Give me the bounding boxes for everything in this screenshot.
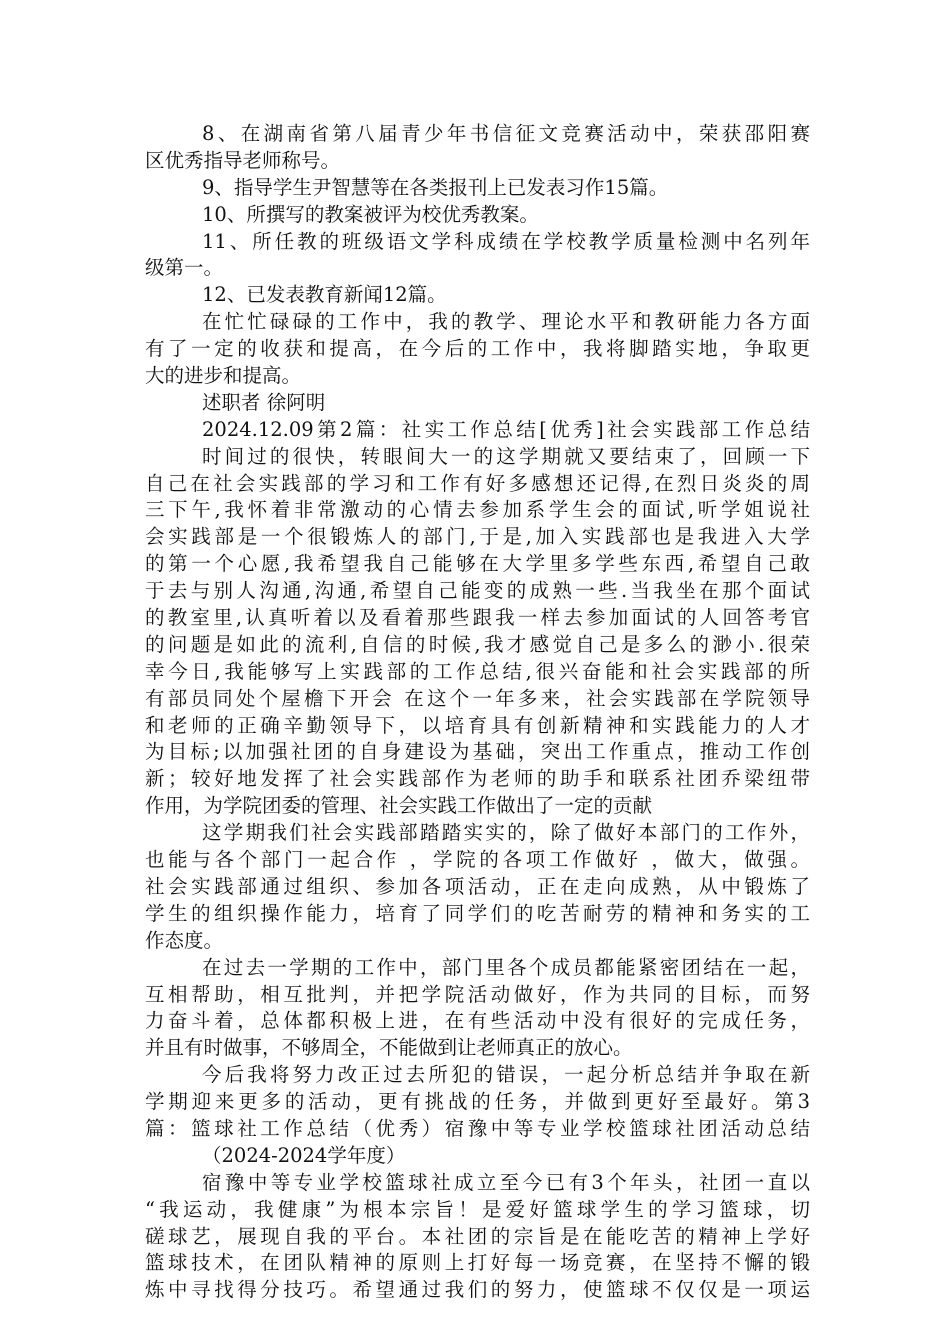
text-line: 学期迎来更多的活动，更有挑战的任务，并做到更好至最好。第3 (145, 1090, 810, 1114)
text-line: 互相帮助，相互批判，并把学院活动做好，作为共同的目标，而努 (145, 982, 810, 1006)
text-line: 今后我将努力改正过去所犯的错误，一起分析总结并争取在新 (202, 1063, 810, 1087)
document-body (145, 121, 810, 1304)
text-line: 学生的组织操作能力，培育了同学们的吃苦耐劳的精神和务实的工 (145, 901, 810, 925)
text-line: 有部员同处个屋檐下开会 在这个一年多来，社会实践部在学院领导 (145, 686, 810, 710)
text-line: 8、在湖南省第八届青少年书信征文竞赛活动中，荣获邵阳赛 (202, 122, 810, 145)
text-line: 的第一个心愿,我希望我自己能够在大学里多学些东西,希望自己敢 (145, 552, 810, 576)
text-line: 作用，为学院团委的管理、社会实践工作做出了一定的贡献 (145, 794, 653, 818)
text-line: 篇：篮球社工作总结（优秀）宿豫中等专业学校篮球社团活动总结 (145, 1116, 810, 1140)
text-line: 大的进步和提高。 (145, 364, 302, 388)
text-line: 会实践部是一个很锻炼人的部门,于是,加入实践部也是我进入大学 (145, 525, 810, 549)
text-line: 和老师的正确辛勤领导下，以培育具有创新精神和实践能力的人才 (145, 713, 810, 737)
text-line: 作态度。 (145, 928, 224, 952)
text-line: 2024.12.09第2篇：社实工作总结[优秀]社会实践部工作总结 (202, 417, 810, 441)
text-line: 有了一定的收获和提高，在今后的工作中，我将脚踏实地，争取更 (145, 337, 810, 361)
text-line: 磋球艺，展现自我的平台。本社团的宗旨是在能吃苦的精神上学好 (145, 1224, 810, 1248)
text-line: “我运动，我健康”为根本宗旨！是爱好篮球学生的学习篮球，切 (145, 1197, 810, 1221)
text-line: 力奋斗着，总体都积极上进，在有些活动中没有很好的完成任务， (145, 1009, 810, 1033)
text-line: 这学期我们社会实践部踏踏实实的，除了做好本部门的工作外， (202, 821, 810, 845)
text-line: 10、所撰写的教案被评为校优秀教案。 (202, 202, 539, 226)
text-line: 为目标;以加强社团的自身建设为基础，突出工作重点，推动工作创 (145, 740, 810, 764)
text-line: 区优秀指导老师称号。 (145, 148, 341, 172)
text-line: 也能与各个部门一起合作 ，学院的各项工作做好 ，做大，做强。 (145, 848, 810, 872)
text-line: 的问题是如此的流利,自信的时候,我才感觉自己是多么的渺小.很荣 (145, 632, 810, 656)
text-line: 的教室里,认真听着以及看着那些跟我一样去参加面试的人回答考官 (145, 606, 810, 630)
text-line: 级第一。 (145, 256, 224, 280)
text-line: 述职者 徐阿明 (202, 390, 326, 414)
text-line: 社会实践部通过组织、参加各项活动，正在走向成熟，从中锻炼了 (145, 874, 810, 898)
text-line: 自己在社会实践部的学习和工作有好多感想还记得,在烈日炎炎的周 (145, 471, 810, 495)
text-line: 时间过的很快，转眼间大一的这学期就又要结束了，回顾一下 (202, 444, 810, 468)
text-line: 宿豫中等专业学校篮球社成立至今已有3个年头，社团一直以 (202, 1170, 810, 1194)
text-line: 12、已发表教育新闻12篇。 (202, 283, 447, 307)
text-line: 在过去一学期的工作中，部门里各个成员都能紧密团结在一起， (202, 955, 810, 979)
text-line: 11、所任教的班级语文学科成绩在学校教学质量检测中名列年 (202, 229, 810, 253)
text-line: 幸今日,我能够写上实践部的工作总结,很兴奋能和社会实践部的所 (145, 659, 810, 683)
text-line: 三下午,我怀着非常激动的心情去参加系学生会的面试,听学姐说社 (145, 498, 810, 522)
text-line: 并且有时做事，不够周全，不能做到让老师真正的放心。 (145, 1036, 633, 1060)
text-line: （2024-2024学年度） (202, 1143, 406, 1167)
text-line: 新；较好地发挥了社会实践部作为老师的助手和联系社团乔梁纽带 (145, 767, 810, 791)
text-line: 于去与别人沟通,沟通,希望自己能变的成熟一些.当我坐在那个面试 (145, 579, 810, 603)
text-line: 9、指导学生尹智慧等在各类报刊上已发表习作15篇。 (202, 175, 669, 199)
text-line: 在忙忙碌碌的工作中，我的教学、理论水平和教研能力各方面 (202, 310, 810, 334)
text-line: 篮球技术，在团队精神的原则上打好每一场竞赛，在坚持不懈的锻 (145, 1251, 810, 1275)
text-line: 炼中寻找得分技巧。希望通过我们的努力，使篮球不仅仅是一项运 (145, 1278, 810, 1302)
